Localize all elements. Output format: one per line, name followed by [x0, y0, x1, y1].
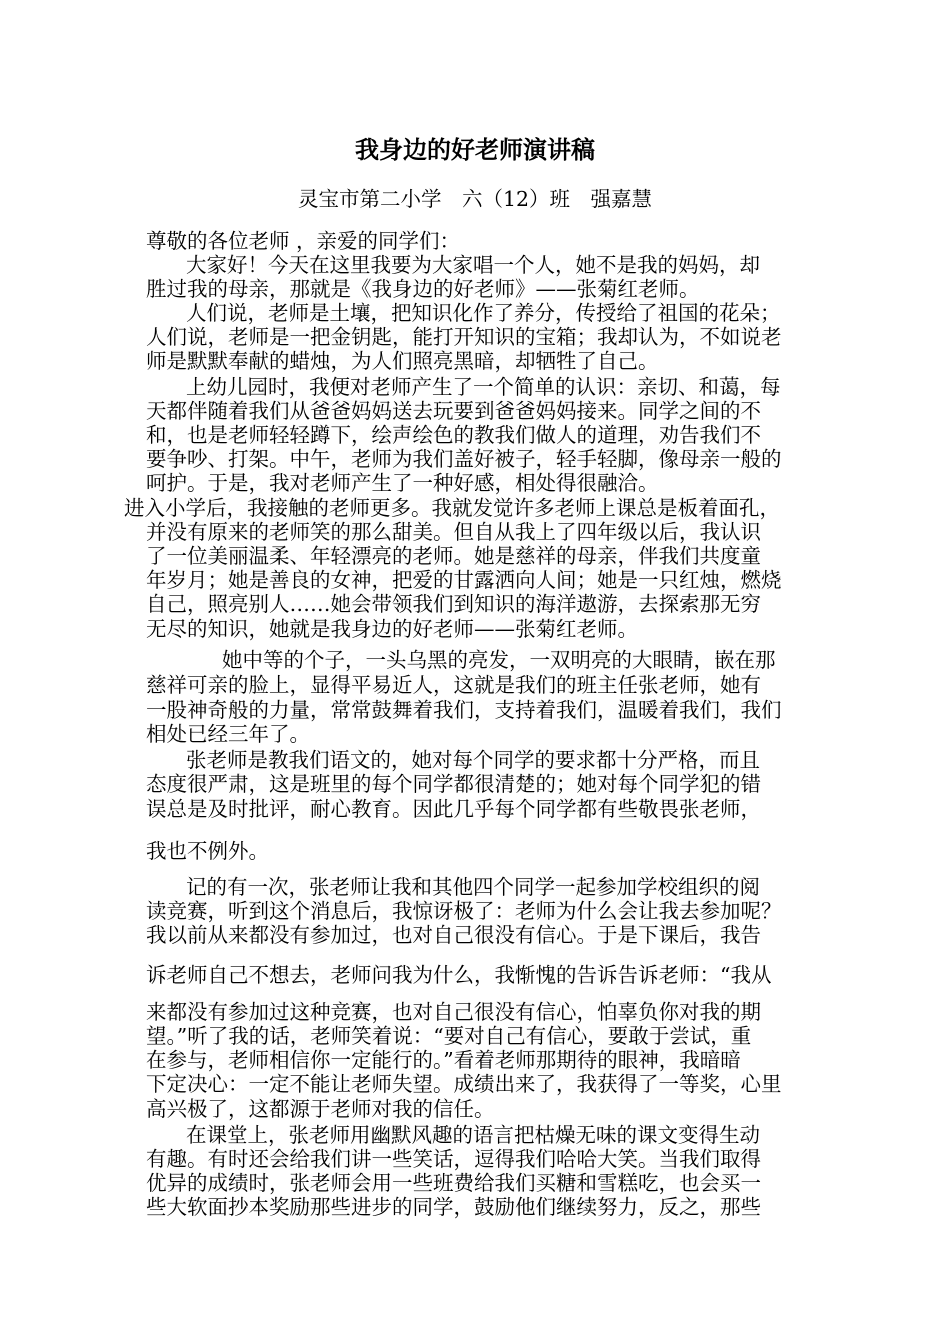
- body-line: 读竞赛，听到这个消息后，我惊讶极了：老师为什么会让我去参加呢？: [146, 899, 782, 923]
- body-line: 她中等的个子，一头乌黑的亮发，一双明亮的大眼睛，嵌在那: [222, 648, 776, 672]
- body-line: 进入小学后，我接触的老师更多。我就发觉许多老师上课总是板着面孔，: [124, 496, 780, 520]
- body-line: 在课堂上，张老师用幽默风趣的语言把枯燥无味的课文变得生动: [186, 1123, 760, 1147]
- body-line: 慈祥可亲的脸上，显得平易近人，这就是我们的班主任张老师，她有: [146, 673, 761, 697]
- body-line: 望。”听了我的话，老师笑着说：“要对自己有信心，要敢于尝试，重: [146, 1024, 752, 1048]
- speech-title: 我身边的好老师演讲稿: [355, 135, 595, 164]
- body-line: 和，也是老师轻轻蹲下，绘声绘色的教我们做人的道理，劝告我们不: [146, 423, 761, 447]
- body-line: 诉老师自己不想去，老师问我为什么，我惭愧的告诉告诉老师：“我从: [146, 963, 772, 987]
- body-line: 人们说，老师是土壤，把知识化作了养分，传授给了祖国的花朵；: [186, 301, 781, 325]
- body-line: 些大软面抄本奖励那些进步的同学，鼓励他们继续努力，反之，那些: [146, 1195, 761, 1219]
- body-line: 天都伴随着我们从爸爸妈妈送去玩要到爸爸妈妈接来。同学之间的不: [146, 399, 761, 423]
- body-line: 大家好！今天在这里我要为大家唱一个人，她不是我的妈妈，却: [186, 253, 760, 277]
- body-line: 张老师是教我们语文的，她对每个同学的要求都十分严格，而且: [186, 748, 760, 772]
- body-line: 并没有原来的老师笑的那么甜美。但自从我上了四年级以后，我认识: [146, 520, 761, 544]
- body-line: 要争吵、打架。中午，老师为我们盖好被子，轻手轻脚，像母亲一般的: [146, 447, 782, 471]
- body-line: 优异的成绩时，张老师会用一些班费给我们买糖和雪糕吃，也会买一: [146, 1171, 761, 1195]
- body-line: 来都没有参加过这种竞赛，也对自己很没有信心，怕辜负你对我的期: [146, 1000, 761, 1024]
- body-line: 态度很严肃，这是班里的每个同学都很清楚的；她对每个同学犯的错: [146, 772, 761, 796]
- body-line: 尊敬的各位老师 ，亲爱的同学们：: [146, 229, 461, 253]
- body-line: 下定决心：一定不能让老师失望。成绩出来了，我获得了一等奖，心里: [146, 1072, 782, 1096]
- body-line: 一股神奇般的力量，常常鼓舞着我们，支持着我们，温暖着我们，我们: [146, 698, 782, 722]
- body-line: 呵护。于是，我对老师产生了一种好感，相处得很融洽。: [146, 471, 659, 495]
- body-line: 我以前从来都没有参加过，也对自己很没有信心。于是下课后，我告: [146, 923, 761, 947]
- body-line: 在参与，老师相信你一定能行的。”看着老师那期待的眼神，我暗暗: [146, 1048, 741, 1072]
- body-line: 我也不例外。: [146, 839, 269, 863]
- body-line: 相处已经三年了。: [146, 722, 310, 746]
- body-line: 胜过我的母亲，那就是《我身边的好老师》——张菊红老师。: [146, 277, 700, 301]
- body-line: 年岁月；她是善良的女神，把爱的甘露洒向人间；她是一只红烛，燃烧: [146, 568, 782, 592]
- body-line: 记的有一次，张老师让我和其他四个同学一起参加学校组织的阅: [186, 875, 760, 899]
- body-line: 有趣。有时还会给我们讲一些笑话，逗得我们哈哈大笑。当我们取得: [146, 1147, 761, 1171]
- body-line: 人们说，老师是一把金钥匙，能打开知识的宝箱；我却认为，不如说老: [146, 325, 782, 349]
- body-line: 高兴极了，这都源于老师对我的信任。: [146, 1097, 495, 1121]
- body-line: 误总是及时批评，耐心教育。因此几乎每个同学都有些敬畏张老师，: [146, 797, 761, 821]
- body-line: 自己，照亮别人……她会带领我们到知识的海洋遨游，去探索那无穷: [146, 592, 761, 616]
- body-line: 了一位美丽温柔、年轻漂亮的老师。她是慈祥的母亲，伴我们共度童: [146, 544, 761, 568]
- body-line: 无尽的知识，她就是我身边的好老师——张菊红老师。: [146, 617, 638, 641]
- body-line: 上幼儿园时，我便对老师产生了一个简单的认识：亲切、和蔼，每: [186, 375, 781, 399]
- body-line: 师是默默奉献的蜡烛，为人们照亮黑暗，却牺牲了自己。: [146, 349, 659, 373]
- author-line: 灵宝市第二小学 六（12）班 强嘉慧: [297, 187, 653, 211]
